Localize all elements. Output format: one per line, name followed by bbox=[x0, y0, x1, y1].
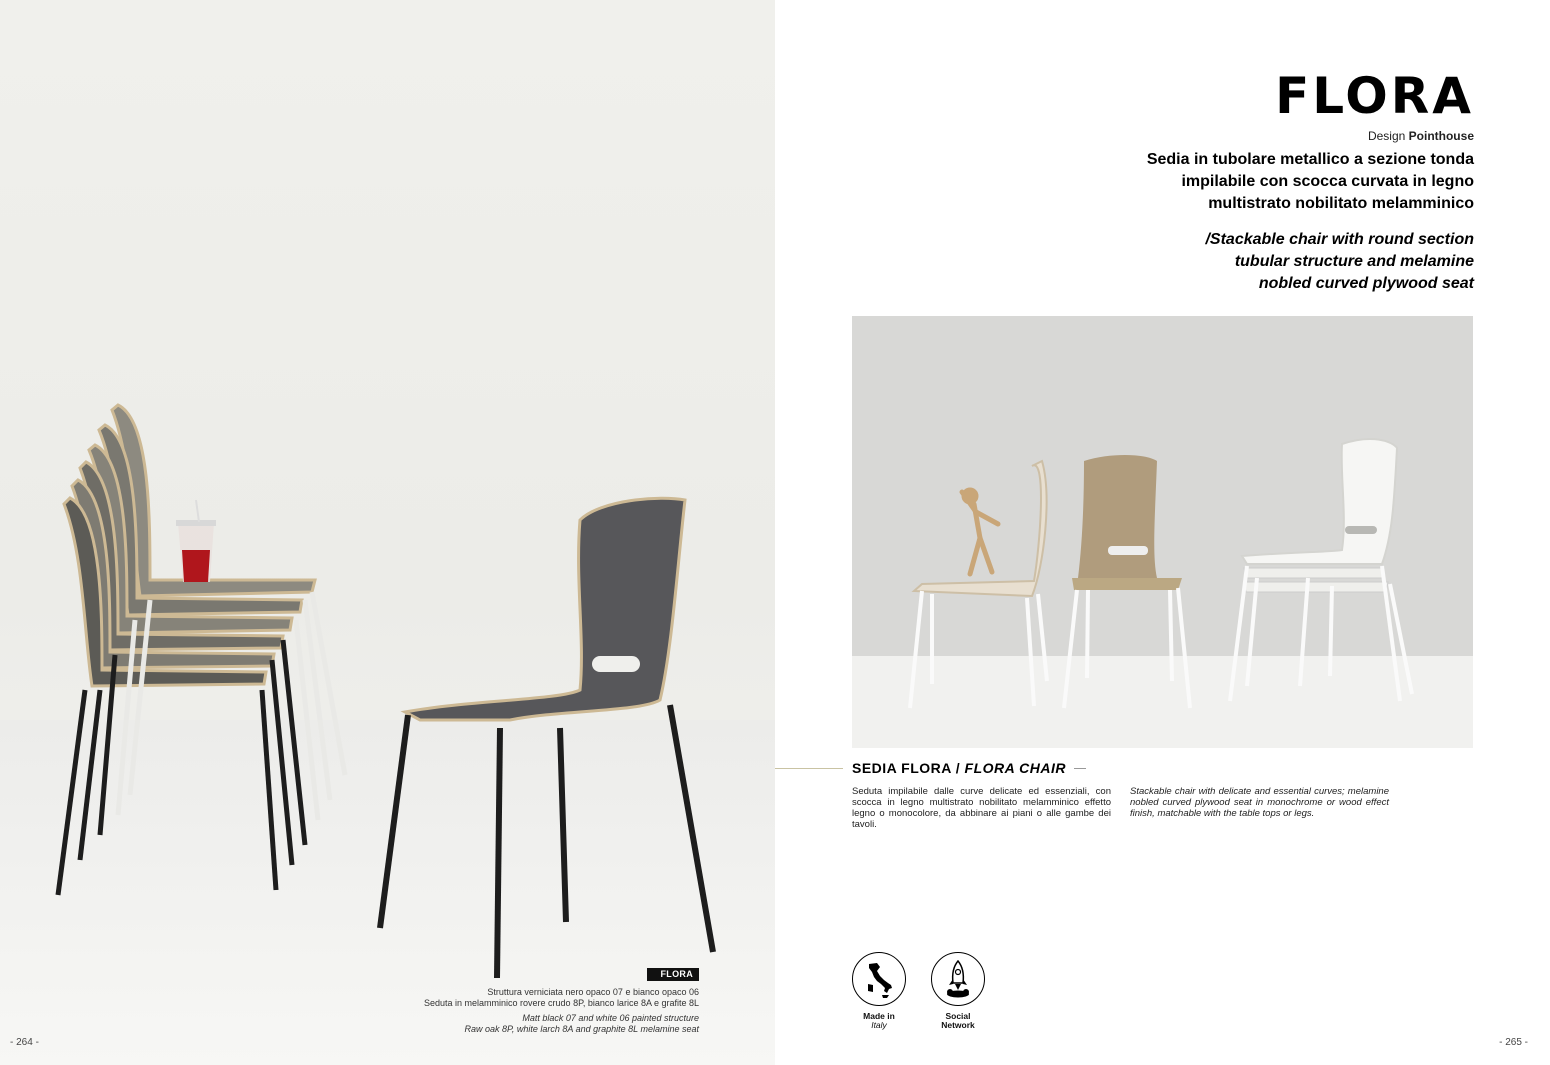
badge-circle bbox=[852, 952, 906, 1006]
caption-en-line-2: Raw oak 8P, white larch 8A and graphite 8L melamine seat bbox=[464, 1024, 699, 1034]
designer-prefix: Design bbox=[1367, 129, 1406, 143]
headline-it-line: multistrato nobilitato melamminico bbox=[1208, 195, 1474, 212]
three-chairs-photo bbox=[852, 316, 1473, 748]
caption-it-line-1: Struttura verniciata nero opaco 07 e bianco opaco 06 bbox=[487, 987, 699, 997]
headline-it-line: impilabile con scocca curvata in legno bbox=[1181, 173, 1474, 190]
product-title: FLORA bbox=[1275, 67, 1474, 125]
section-title-italian: SEDIA FLORA / bbox=[852, 760, 961, 776]
section-divider-right bbox=[1074, 768, 1086, 769]
headline-en-line: /Stackable chair with round section bbox=[1205, 231, 1474, 248]
finish-caption bbox=[424, 968, 699, 1035]
headline-english bbox=[1054, 229, 1474, 295]
badge-italy-label bbox=[851, 1012, 907, 1030]
badge-circle bbox=[931, 952, 985, 1006]
headline-it-line: Sedia in tubolare metallico a sezione tonda bbox=[1146, 151, 1474, 168]
description-english: Stackable chair with delicate and essential curves; melamine nobled curved plywood seat in monochrome or wood effect finish, matchable with the table tops or legs. bbox=[1130, 786, 1389, 819]
caption-en-line-1: Matt black 07 and white 06 painted structure bbox=[522, 1013, 699, 1023]
badge-social-line-2: Network bbox=[941, 1020, 975, 1030]
designer-credit bbox=[1368, 129, 1474, 143]
page-number-left: - 264 - bbox=[10, 1037, 39, 1048]
badge-social-label bbox=[930, 1012, 986, 1030]
headline-en-line: nobled curved plywood seat bbox=[1258, 275, 1474, 292]
section-divider-left bbox=[775, 768, 843, 769]
caption-tag: FLORA bbox=[647, 968, 700, 981]
page-number-right: - 265 - bbox=[1499, 1037, 1528, 1048]
drink-glass bbox=[176, 500, 216, 582]
designer-name: Pointhouse bbox=[1408, 129, 1474, 143]
section-title-english: FLORA CHAIR bbox=[964, 760, 1066, 776]
badge-italy-line-1: Made in bbox=[863, 1011, 895, 1021]
headline-italian bbox=[1054, 149, 1474, 215]
section-title bbox=[852, 760, 1066, 776]
italy-map-icon bbox=[853, 953, 905, 1005]
badge-social-network bbox=[930, 952, 986, 1030]
badge-made-in-italy bbox=[851, 952, 907, 1030]
rocket-icon bbox=[932, 953, 984, 1005]
badge-italy-line-2: Italy bbox=[871, 1020, 887, 1030]
right-page bbox=[775, 0, 1550, 1065]
headline-en-line: tubular structure and melamine bbox=[1234, 253, 1474, 270]
description-italian: Seduta impilabile dalle curve delicate ed essenziali, con scocca in legno multistrato nobilitato melamminico effetto legno o monocolore, da abbinare ai piani o alle gambe dei tavoli. bbox=[852, 786, 1111, 830]
caption-it-line-2: Seduta in melamminico rovere crudo 8P, bianco larice 8A e grafite 8L bbox=[424, 998, 699, 1008]
badge-social-line-1: Social bbox=[945, 1011, 971, 1021]
